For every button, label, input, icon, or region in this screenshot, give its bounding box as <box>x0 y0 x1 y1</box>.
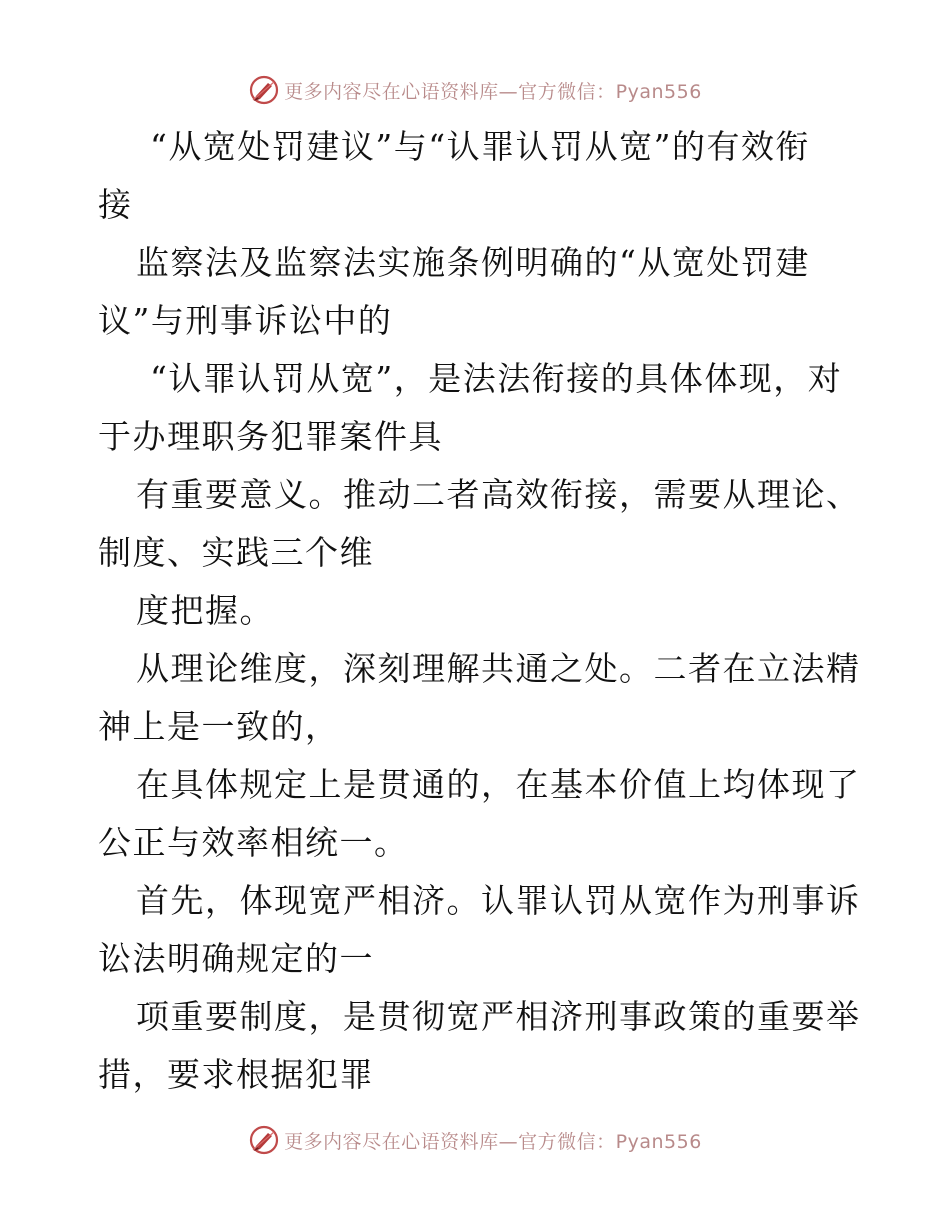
text-line: 监察法及监察法实施条例明确的“从宽处罚建 <box>136 243 810 282</box>
text-line: 度把握。 <box>136 591 274 630</box>
text-line: 讼法明确规定的一 <box>98 939 374 978</box>
text-line: 议”与刑事诉讼中的 <box>98 301 393 340</box>
watermark-text: 更多内容尽在心语资料库—官方微信：Pyan556 <box>284 80 702 103</box>
text-line: “认罪认罚从宽”，是法法衔接的具体体现，对 <box>150 359 843 398</box>
text-line: 神上是一致的， <box>98 707 340 746</box>
header-watermark <box>0 70 950 110</box>
pen-circle-logo-icon <box>248 74 280 106</box>
text-line: 公正与效率相统一。 <box>98 823 409 862</box>
text-line: 有重要意义。推动二者高效衔接，需要从理论、 <box>136 475 861 514</box>
pen-circle-logo-icon <box>248 1124 280 1156</box>
footer-watermark <box>0 1120 950 1160</box>
text-line: 措，要求根据犯罪 <box>98 1055 374 1094</box>
text-line: 接 <box>98 185 133 224</box>
text-line: 项重要制度，是贯彻宽严相济刑事政策的重要举 <box>136 997 861 1036</box>
text-line: 制度、实践三个维 <box>98 533 374 572</box>
text-line: 从理论维度，深刻理解共通之处。二者在立法精 <box>136 649 861 688</box>
text-line: 在具体规定上是贯通的，在基本价值上均体现了 <box>136 765 861 804</box>
text-line: 首先，体现宽严相济。认罪认罚从宽作为刑事诉 <box>136 881 861 920</box>
text-line: “从宽处罚建议”与“认罪认罚从宽”的有效衔 <box>150 127 810 166</box>
text-line: 于办理职务犯罪案件具 <box>98 417 443 456</box>
watermark-text: 更多内容尽在心语资料库—官方微信：Pyan556 <box>284 1130 702 1153</box>
